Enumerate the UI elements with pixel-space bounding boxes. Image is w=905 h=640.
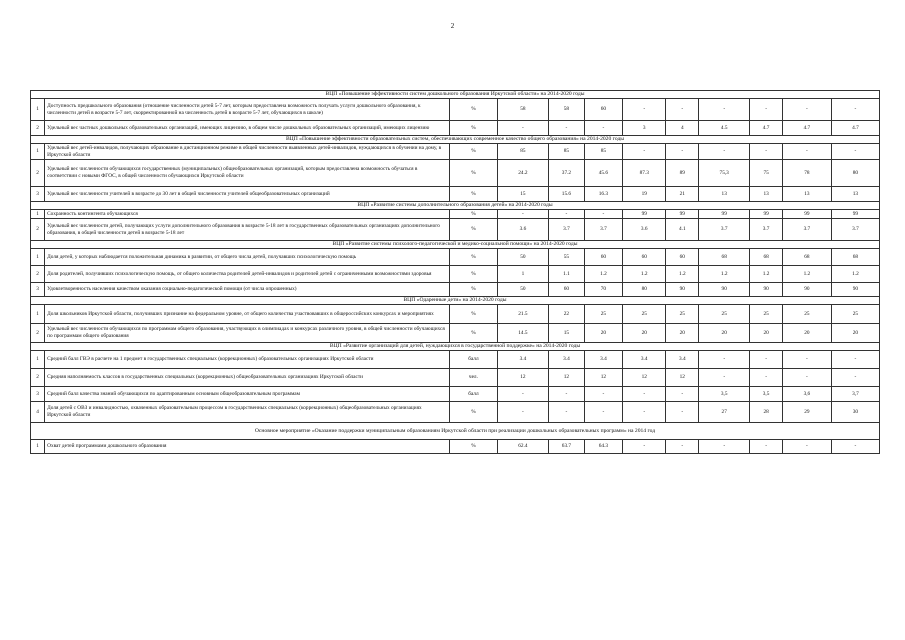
section-header (31, 91, 880, 99)
section-title: ВЦП «Повышение эффективности систем дошкольного образования Иркутской области» на 2014-2020 годы (31, 91, 880, 99)
value-cell: 14.5 (497, 324, 548, 343)
value-cell: - (622, 144, 666, 160)
value-cell: 1.1 (548, 266, 584, 283)
value-cell: 4.1 (666, 219, 699, 241)
value-cell: - (622, 402, 666, 423)
table-row (31, 402, 880, 423)
value-cell: 85 (584, 144, 622, 160)
unit-cell: % (449, 249, 497, 266)
value-cell: 60 (584, 249, 622, 266)
row-number: 1 (31, 249, 45, 266)
value-cell: - (666, 402, 699, 423)
value-cell: 3.7 (750, 219, 783, 241)
row-number: 4 (31, 402, 45, 423)
row-number: 2 (31, 324, 45, 343)
value-cell: - (699, 369, 750, 387)
value-cell: - (782, 99, 831, 121)
value-cell: 80 (831, 160, 879, 187)
indicator-name: Доля детей, у которых наблюдается положительная динамика в развитии, от общего числа детей, получавших психологическую помощь (45, 249, 450, 266)
table-row (31, 305, 880, 324)
indicator-name: Охват детей программами дошкольного образования (45, 440, 450, 454)
table-row (31, 283, 880, 297)
value-cell: 20 (782, 324, 831, 343)
value-cell: - (584, 402, 622, 423)
value-cell: 13 (750, 187, 783, 202)
value-cell: 60 (622, 249, 666, 266)
unit-cell: балл (449, 351, 497, 369)
value-cell: - (782, 351, 831, 369)
value-cell: 3.7 (548, 219, 584, 241)
value-cell: 68 (782, 249, 831, 266)
value-cell: 1.2 (666, 266, 699, 283)
value-cell: 37.2 (548, 160, 584, 187)
unit-cell: % (449, 283, 497, 297)
section-header (31, 202, 880, 210)
value-cell: 68 (831, 249, 879, 266)
indicator-name: Средний балл ГВЭ в расчете на 1 предмет в государственных специальных (коррекционных) образовательных организациях Иркутской области (45, 351, 450, 369)
table-row (31, 99, 880, 121)
row-number: 1 (31, 210, 45, 219)
value-cell: - (622, 99, 666, 121)
value-cell: - (699, 144, 750, 160)
value-cell: 3,6 (782, 387, 831, 402)
section-header (31, 297, 880, 305)
value-cell: 12 (666, 369, 699, 387)
value-cell: 28 (750, 402, 783, 423)
value-cell: 4 (666, 121, 699, 136)
value-cell: 1.2 (831, 266, 879, 283)
value-cell: 90 (831, 283, 879, 297)
row-number: 2 (31, 266, 45, 283)
row-number: 2 (31, 219, 45, 241)
value-cell: 3.4 (548, 351, 584, 369)
row-number: 3 (31, 187, 45, 202)
value-cell: 1.2 (699, 266, 750, 283)
value-cell: 29 (782, 402, 831, 423)
value-cell: 21.5 (497, 305, 548, 324)
indicator-name: Удельный вес численности обучающихся государственных (муниципальных) общеобразовательных организаций, которым предоставлена возможность обучаться в соответствии с новыми ФГОС, в общей численности обучающихся Иркутской области (45, 160, 450, 187)
value-cell: - (584, 387, 622, 402)
value-cell: 68 (750, 249, 783, 266)
value-cell: 80 (622, 283, 666, 297)
value-cell: - (584, 210, 622, 219)
value-cell: 20 (622, 324, 666, 343)
value-cell: 25 (750, 305, 783, 324)
value-cell: 20 (584, 324, 622, 343)
value-cell: - (831, 351, 879, 369)
value-cell: 3.7 (831, 219, 879, 241)
value-cell: - (831, 144, 879, 160)
value-cell: 90 (782, 283, 831, 297)
section-title: Основное мероприятие «Оказание поддержки муниципальным образованиям Иркутской области при реализации дошкольных образовательных программ» на 2014 год (31, 423, 880, 440)
value-cell: 12 (584, 369, 622, 387)
value-cell: 30 (831, 402, 879, 423)
value-cell: 20 (666, 324, 699, 343)
value-cell: 50 (497, 249, 548, 266)
unit-cell: чел. (449, 369, 497, 387)
value-cell: 78 (782, 160, 831, 187)
value-cell: 25 (622, 305, 666, 324)
section-title: ВЦП «Одаренные дети» на 2014-2020 годы (31, 297, 880, 305)
value-cell: 1.2 (750, 266, 783, 283)
value-cell: 4.7 (750, 121, 783, 136)
value-cell: 3.6 (497, 219, 548, 241)
unit-cell: % (449, 219, 497, 241)
value-cell: - (666, 387, 699, 402)
value-cell: 24.2 (497, 160, 548, 187)
value-cell: 99 (782, 210, 831, 219)
row-number: 3 (31, 283, 45, 297)
value-cell: 12 (497, 369, 548, 387)
value-cell: 90 (666, 283, 699, 297)
indicator-name: Удельный вес детей-инвалидов, получающих образование в дистанционном режиме в общей численности выявленных детей-инвалидов, нуждающихся в обучении на дому, в Иркутской области (45, 144, 450, 160)
row-number: 2 (31, 121, 45, 136)
value-cell: - (666, 99, 699, 121)
page-number: 2 (450, 22, 455, 30)
value-cell: - (622, 440, 666, 454)
value-cell: 25 (666, 305, 699, 324)
value-cell: 15 (497, 187, 548, 202)
value-cell: 4.7 (782, 121, 831, 136)
value-cell: 85 (548, 144, 584, 160)
value-cell: 3,7 (831, 387, 879, 402)
unit-cell: % (449, 144, 497, 160)
value-cell: 75,3 (699, 160, 750, 187)
value-cell: - (782, 440, 831, 454)
value-cell: 3.4 (497, 351, 548, 369)
value-cell: 3.4 (622, 351, 666, 369)
table-row (31, 351, 880, 369)
value-cell: 99 (831, 210, 879, 219)
value-cell: - (497, 121, 548, 136)
value-cell: 13 (699, 187, 750, 202)
indicator-name: Удовлетворенность населения качеством оказания социально-педагогической помощи (от числа опрошенных) (45, 283, 450, 297)
value-cell: 1.2 (622, 266, 666, 283)
value-cell: 4.5 (699, 121, 750, 136)
value-cell: 13 (831, 187, 879, 202)
value-cell: 75 (750, 160, 783, 187)
section-header (31, 423, 880, 440)
value-cell: 90 (750, 283, 783, 297)
value-cell: 4.7 (831, 121, 879, 136)
indicator-name: Удельный вес частных дошкольных образовательных организаций, имеющих лицензию, в общем числе дошкольных образовательных организаций, имеющих лицензию (45, 121, 450, 136)
unit-cell: % (449, 160, 497, 187)
value-cell: 90 (699, 283, 750, 297)
value-cell: - (699, 440, 750, 454)
value-cell: - (497, 387, 548, 402)
value-cell: 3.7 (782, 219, 831, 241)
row-number: 2 (31, 369, 45, 387)
value-cell: - (750, 351, 783, 369)
table-row (31, 266, 880, 283)
value-cell: - (497, 210, 548, 219)
indicator-name: Доля детей с ОВЗ и инвалидностью, охваченных образовательным процессом в государственных специальных (коррекционных) общеобразовательных организациях Иркутской области (45, 402, 450, 423)
table-row (31, 249, 880, 266)
unit-cell: % (449, 266, 497, 283)
value-cell: 60 (666, 249, 699, 266)
value-cell: - (548, 121, 584, 136)
section-title: ВЦП «Повышение эффективности образовательных систем, обеспечивающих современное качество общего образования» на 2014-2020 годы (31, 136, 880, 144)
value-cell: - (831, 369, 879, 387)
value-cell: 58 (548, 99, 584, 121)
value-cell: 25 (584, 305, 622, 324)
section-header (31, 136, 880, 144)
value-cell: 3.4 (584, 351, 622, 369)
unit-cell: % (449, 324, 497, 343)
table-row (31, 160, 880, 187)
value-cell: 63.7 (548, 440, 584, 454)
row-number: 1 (31, 144, 45, 160)
value-cell: 19 (622, 187, 666, 202)
row-number: 1 (31, 440, 45, 454)
value-cell: 3.4 (666, 351, 699, 369)
value-cell: 22 (548, 305, 584, 324)
value-cell: 99 (622, 210, 666, 219)
indicator-name: Средний балл качества знаний обучающихся по адаптированным основным общеобразовательным программам (45, 387, 450, 402)
value-cell: 16.3 (584, 187, 622, 202)
value-cell: 21 (666, 187, 699, 202)
indicator-name: Удельный вес численности учителей в возрасте до 30 лет в общей численности учителей общеобразовательных организаций (45, 187, 450, 202)
row-number: 1 (31, 99, 45, 121)
value-cell: 25 (699, 305, 750, 324)
value-cell: 3,5 (750, 387, 783, 402)
value-cell: 20 (699, 324, 750, 343)
value-cell: - (750, 369, 783, 387)
table-row (31, 121, 880, 136)
value-cell: 1.2 (782, 266, 831, 283)
value-cell: 45.6 (584, 160, 622, 187)
value-cell: 12 (622, 369, 666, 387)
section-title: ВЦП «Развитие организаций для детей, нуждающихся в государственной поддержке» на 2014-2020 годы (31, 343, 880, 351)
table-row (31, 369, 880, 387)
table-row (31, 324, 880, 343)
value-cell: 25 (831, 305, 879, 324)
value-cell: - (497, 402, 548, 423)
table-row (31, 210, 880, 219)
value-cell: 3.7 (584, 219, 622, 241)
section-header (31, 343, 880, 351)
value-cell: - (782, 144, 831, 160)
value-cell: 3.6 (622, 219, 666, 241)
table-row (31, 187, 880, 202)
value-cell: 70 (584, 283, 622, 297)
unit-cell: % (449, 305, 497, 324)
value-cell: - (750, 144, 783, 160)
value-cell: 15 (548, 324, 584, 343)
value-cell: - (750, 99, 783, 121)
value-cell: 1.2 (584, 266, 622, 283)
indicator-name: Удельный вес численности обучающихся по программам общего образования, участвующих в олимпиадах и конкурсах различного уровня, в общей численности обучающихся по программам общего образования (45, 324, 450, 343)
value-cell: - (699, 351, 750, 369)
indicator-name: Доступность предшкольного образования (отношение численности детей 5-7 лет, которым предоставлена возможность получать услуги дошкольного образования, к численности детей в возрасте 5-7 лет, скорректированной на численность детей в возрасте 5-7 лет, обучающихся в школе) (45, 99, 450, 121)
indicator-name: Доля школьников Иркутской области, получивших признание на федеральном уровне, от общего количества участвовавших в общероссийских конкурсах и мероприятиях (45, 305, 450, 324)
unit-cell: % (449, 402, 497, 423)
row-number: 1 (31, 351, 45, 369)
value-cell: - (666, 144, 699, 160)
indicator-name: Доля родителей, получивших психологическую помощь, от общего количества родителей детей-инвалидов и родителей детей с ограниченными возможностями здоровья (45, 266, 450, 283)
value-cell: 1 (497, 266, 548, 283)
value-cell: - (622, 387, 666, 402)
value-cell: 27 (699, 402, 750, 423)
value-cell: 60 (584, 99, 622, 121)
unit-cell: % (449, 187, 497, 202)
table-row (31, 387, 880, 402)
value-cell: 99 (699, 210, 750, 219)
value-cell: - (831, 99, 879, 121)
value-cell: 20 (831, 324, 879, 343)
value-cell: - (548, 402, 584, 423)
value-cell: - (699, 99, 750, 121)
value-cell: 89 (666, 160, 699, 187)
value-cell: 99 (750, 210, 783, 219)
value-cell: - (750, 440, 783, 454)
indicator-name: Удельный вес численности детей, получающих услуги дополнительного образования в возрасте 5-18 лет в государственных образовательных организациях дополнительного образования, в общей численности детей в возрасте 5-18 лет (45, 219, 450, 241)
value-cell: 20 (750, 324, 783, 343)
unit-cell: % (449, 99, 497, 121)
value-cell: 87.3 (622, 160, 666, 187)
section-title: ВЦП «Развитие системы дополнительного образования детей» на 2014-2020 годы (31, 202, 880, 210)
table-row (31, 219, 880, 241)
row-number: 2 (31, 160, 45, 187)
section-title: ВЦП «Развитие системы психолого-педагогической и медико-социальной помощи» на 2014-2020 годы (31, 241, 880, 249)
value-cell: 60 (548, 283, 584, 297)
value-cell: - (584, 121, 622, 136)
value-cell: 13 (782, 187, 831, 202)
value-cell: 12 (548, 369, 584, 387)
value-cell: 85 (497, 144, 548, 160)
value-cell: 15.6 (548, 187, 584, 202)
indicator-name: Средняя наполняемость классов в государственных специальных (коррекционных) общеобразовательных организациях Иркутской области (45, 369, 450, 387)
value-cell: 3 (622, 121, 666, 136)
value-cell: 3.7 (699, 219, 750, 241)
value-cell: 25 (782, 305, 831, 324)
value-cell: 64.3 (584, 440, 622, 454)
value-cell: 99 (666, 210, 699, 219)
unit-cell: балл (449, 387, 497, 402)
unit-cell: % (449, 210, 497, 219)
section-header (31, 241, 880, 249)
value-cell: 62.4 (497, 440, 548, 454)
unit-cell: % (449, 121, 497, 136)
value-cell: 58 (497, 99, 548, 121)
value-cell: 55 (548, 249, 584, 266)
value-cell: - (548, 210, 584, 219)
row-number: 3 (31, 387, 45, 402)
indicator-name: Сохранность контингента обучающихся (45, 210, 450, 219)
unit-cell: % (449, 440, 497, 454)
value-cell: - (831, 440, 879, 454)
indicators-table (30, 90, 880, 454)
table-row (31, 440, 880, 454)
value-cell: - (782, 369, 831, 387)
table-row (31, 144, 880, 160)
value-cell: - (548, 387, 584, 402)
value-cell: 50 (497, 283, 548, 297)
value-cell: - (666, 440, 699, 454)
value-cell: 68 (699, 249, 750, 266)
row-number: 1 (31, 305, 45, 324)
value-cell: 3,5 (699, 387, 750, 402)
